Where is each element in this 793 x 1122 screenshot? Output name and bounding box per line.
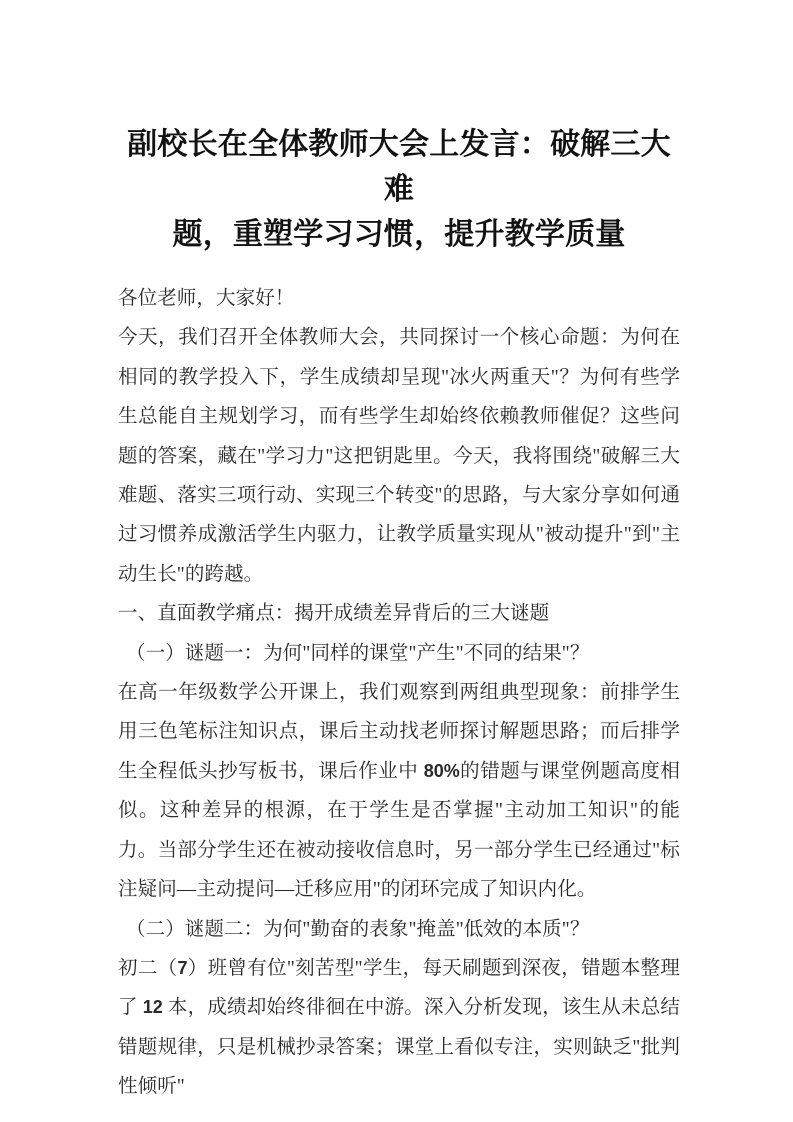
numeric-run: 12 <box>142 997 163 1018</box>
document-text-column <box>118 122 680 1107</box>
text-run: 初二（ <box>118 957 178 979</box>
page-title-line-2: 题，重塑学习习惯，提升教学质量 <box>172 218 626 251</box>
text-run: 的错题与课堂例题高度相似。这种差异的根源，在于学生是否掌握"主动加工知识"的能力。当部分学生还在被动接收信息时，另一部分学生已经通过"标注疑问—主动提问—迁移应用"的闭环完成了知识内化。 <box>118 760 680 901</box>
page-title <box>118 122 680 257</box>
page-title-line-1: 副校长在全体教师大会上发言：破解三大难 <box>127 128 671 206</box>
paragraph-riddle-1-body <box>118 673 680 909</box>
numeric-run: 80% <box>423 760 460 781</box>
paragraph-greeting: 各位老师，大家好！ <box>118 288 295 309</box>
paragraph-riddle-2-body <box>118 949 680 1107</box>
text-run: ）班曾有位"刻苦型"学生，每天刷题到深夜，错题本整理了 <box>118 957 680 1019</box>
text-run: 本，成绩却始终徘徊在中游。深入分析发现，该生从未总结错题规律，只是机械抄录答案；课堂上看似专注，实则缺乏"批判性倾听" <box>118 997 680 1098</box>
heading-section-1: 一、直面教学痛点：揭开成绩差异背后的三大谜题 <box>118 603 550 625</box>
numeric-run: 7 <box>177 957 188 978</box>
subheading-riddle-2: （二）谜题二：为何"勤奋的表象"掩盖"低效的本质"？ <box>126 918 590 940</box>
paragraph-intro: 今天，我们召开全体教师大会，共同探讨一个核心命题：为何在相同的教学投入下，学生成绩却呈现"冰火两重天"？为何有些学生总能自主规划学习，而有些学生却始终依赖教师催促？这些问题的答案，藏在"学习力"这把钥匙里。今天，我将围绕"破解三大难题、落实三项行动、实现三个转变"的思路，与大家分享如何通过习惯养成激活学生内驱力，让教学质量实现从"被动提升"到"主动生长"的跨越。 <box>118 327 680 585</box>
text-run: 在高一年级数学公开课上，我们观察到两组典型现象：前排学生用三色笔标注知识点，课后主动找老师探讨解题思路；而后排学生全程低头抄写板书，课后作业中 <box>118 682 680 782</box>
subheading-riddle-1: （一）谜题一：为何"同样的课堂"产生"不同的结果"？ <box>126 642 590 664</box>
